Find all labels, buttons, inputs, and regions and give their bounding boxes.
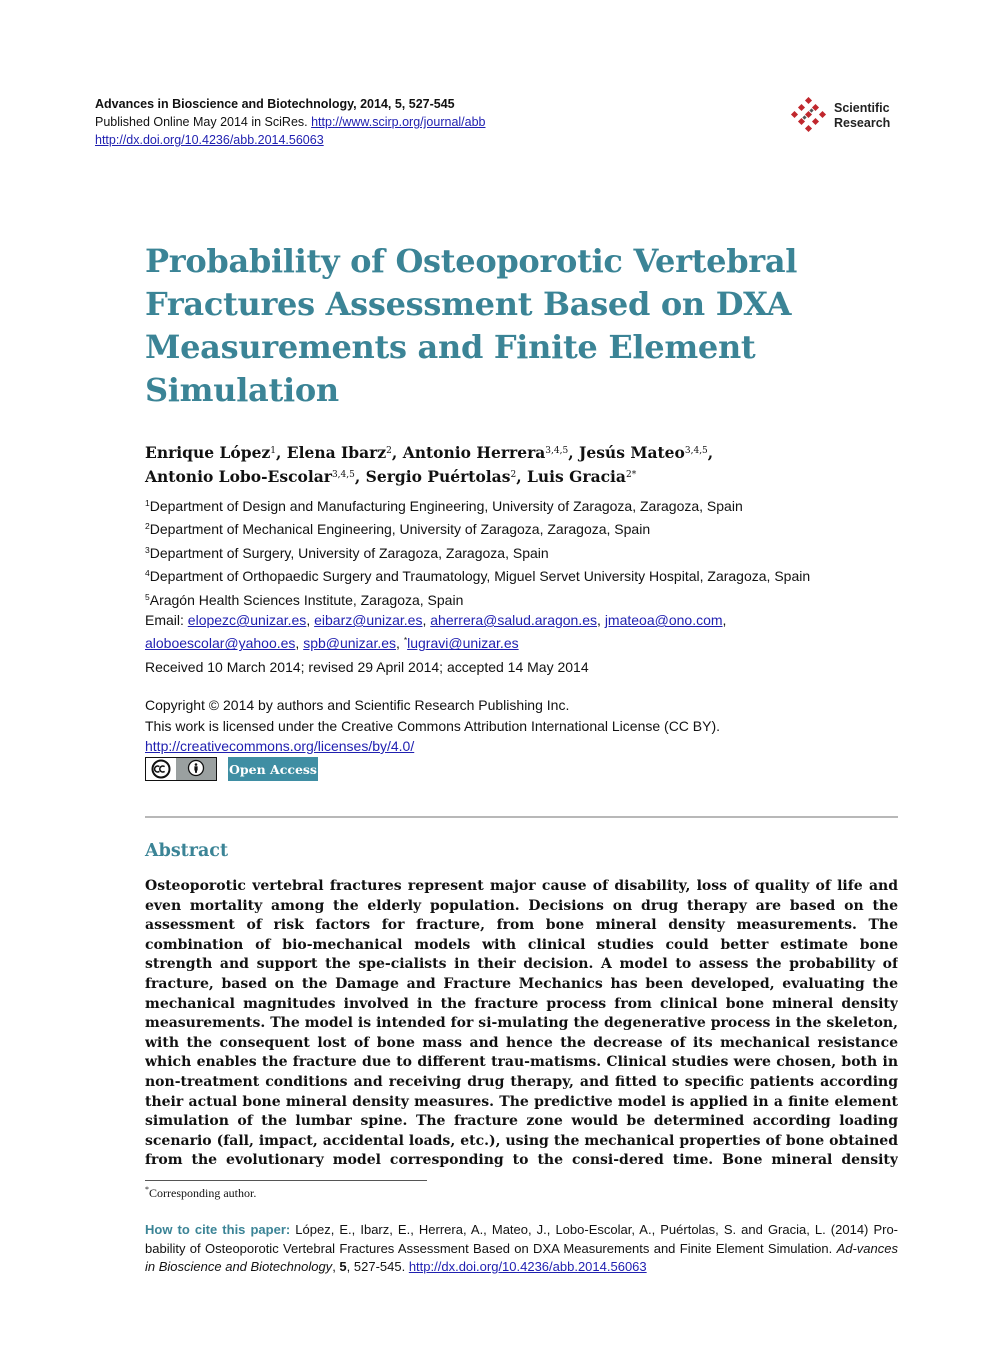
cite-authors: López, E., Ibarz, E., Herrera, A., Mateo, J., Lobo-Escolar, A., Puértolas, S. and Gracia, L. (2014) Pro-bability of Osteoporotic Vertebral Fractures Assessment Based on DXA Measurements and Finite Element Simulation.	[145, 1222, 899, 1256]
author-name: Elena Ibarz	[286, 443, 387, 462]
author-affil-mark: 3,4,5	[545, 446, 569, 456]
affiliation-text: Department of Mechanical Engineering, University of Zaragoza, Zaragoza, Spain	[149, 521, 651, 538]
email-link[interactable]: elopezc@unizar.es	[187, 612, 307, 629]
abstract-text: Osteoporotic vertebral fractures represent major cause of disability, loss of quality of life and even mortality among the elderly population. Decisions on drug therapy are based on the assessment of risk factors for fracture, from bone mineral density measurements. The combination of bio-mechanical models with clinical studies could better estimate bone strength and support the spe-cialists in their decision. A model to assess the probability of fracture, based on the Damage and Fracture Mechanics has been developed, evaluating the mechanical magnitudes involved in the fracture process from clinical bone mineral density measurements. The model is intended for si-mulating the degenerative process in the skeleton, with the consequent lost of bone mass and hence the decrease of its mechanical resistance which enables the fracture due to different trau-matisms. Clinical studies were chosen, both in non-treatment conditions and receiving drug therapy, and fitted to specific patients according their actual bone mineral density measures. The predictive model is applied in a finite element simulation of the lumbar spine. The fracture zone would be determined according loading scenario (fall, impact, accidental loads, etc.), using the mechanical properties of bone obtained from the evolutionary model corresponding to the consi-dered time. Bone mineral density	[145, 878, 898, 1169]
email-link[interactable]: jmateoa@ono.com	[604, 612, 723, 629]
author-name: Enrique López	[145, 443, 271, 462]
open-access-badge: Open Access	[228, 757, 318, 781]
footnote-rule	[145, 1180, 427, 1181]
email-line: Email: elopezc@unizar.es, eibarz@unizar.es, aherrera@salud.aragon.es, jmateoa@ono.com, aloboescolar@yahoo.es, spb@unizar.es, *lugravi@unizar.es	[145, 612, 727, 652]
journal-citation: Advances in Bioscience and Biotechnology, 2014, 5, 527-545	[95, 97, 455, 111]
email-link[interactable]: aherrera@salud.aragon.es	[430, 612, 598, 629]
author-affil-mark: 2	[510, 470, 517, 480]
cite-pages: , 527-545.	[346, 1259, 406, 1274]
author-affil-mark: 1	[270, 446, 276, 456]
journal-url-link[interactable]: http://www.scirp.org/journal/abb	[311, 115, 486, 129]
author-affil-mark: 2	[386, 446, 392, 456]
copyright-line: Copyright © 2014 by authors and Scientific Research Publishing Inc.	[145, 697, 570, 713]
affiliation	[145, 587, 905, 610]
corresponding-mark: *	[403, 635, 408, 646]
footnote-mark: *	[145, 1185, 149, 1194]
cite-label: How to cite this paper:	[145, 1222, 291, 1237]
footnote	[145, 1185, 256, 1201]
affiliation-number: 3	[145, 544, 150, 555]
author-name: Sergio Puértolas	[365, 467, 511, 486]
affiliation-number: 5	[145, 591, 150, 602]
author-affil-mark: 3,4,5	[331, 470, 355, 480]
how-to-cite: How to cite this paper: López, E., Ibarz, E., Herrera, A., Mateo, J., Lobo-Escolar, A., Puértolas, S. and Gracia, L. (2014) Pro-bability of Osteoporotic Vertebral Fractures Assessment Based on DXA Measurements and Finite Element Simulation. Ad-vances in Bioscience and Biotechnology, 5, 527-545. http://dx.doi.org/10.4236/abb.2014.56063	[145, 1222, 899, 1274]
logo-line2: Research	[834, 116, 891, 130]
affiliation-text: Department of Design and Manufacturing Engineering, University of Zaragoza, Zaragoza, Spain	[149, 498, 743, 514]
cite-volume: 5	[339, 1259, 347, 1274]
cc-by-icon[interactable]	[145, 757, 217, 781]
affiliation	[145, 493, 905, 516]
affiliation	[145, 540, 905, 563]
by-attribution-icon	[176, 758, 216, 780]
author-name: Luis Gracia	[526, 467, 626, 486]
email-link[interactable]: spb@unizar.es	[303, 635, 397, 652]
affiliation-text: Department of Surgery, University of Zaragoza, Zaragoza, Spain	[149, 544, 549, 561]
affiliations	[145, 493, 905, 654]
published-prefix: Published Online May 2014 in SciRes.	[95, 115, 308, 129]
cite-doi-link[interactable]: http://dx.doi.org/10.4236/abb.2014.56063	[408, 1259, 647, 1274]
cite-journal: Ad-vances in Bioscience and Biotechnology	[145, 1240, 898, 1274]
abstract-heading: Abstract	[145, 841, 229, 861]
affiliation-text: Department of Orthopaedic Surgery and Traumatology, Miguel Servet University Hospital, Zaragoza, Spain	[149, 568, 811, 585]
section-divider	[145, 816, 898, 818]
affiliation-number: 2	[145, 521, 150, 532]
author-name: Antonio Lobo-Escolar	[145, 467, 332, 486]
cc-logo-icon	[146, 758, 176, 780]
journal-header	[95, 95, 655, 149]
author-affil-mark: 2*	[625, 470, 637, 480]
logo-line1: Scientific	[834, 101, 890, 115]
email-link[interactable]: lugravi@unizar.es	[407, 635, 519, 652]
author-list: Enrique López$^1$, Elena Ibarz$^2$, Antonio Herrera$^{3,4,5}$, Jesús Mateo$^{3,4,5}$, Antonio Lobo-Escolar$^{3,4,5}$, Sergio Puértolas$^2$, Luis Gracia$^{2*}$	[145, 443, 714, 486]
affiliation-text: Aragón Health Sciences Institute, Zaragoza, Spain	[149, 591, 464, 608]
email-link[interactable]: aloboescolar@yahoo.es	[145, 635, 296, 652]
logo-text	[834, 101, 890, 131]
affiliation	[145, 563, 905, 586]
license-badges	[145, 757, 318, 781]
email-label: Email:	[145, 612, 184, 629]
author-name: Antonio Herrera	[402, 443, 546, 462]
license-link[interactable]: http://creativecommons.org/licenses/by/4.0/	[145, 738, 415, 754]
affiliation	[145, 516, 905, 539]
footnote-text: Corresponding author.	[149, 1186, 257, 1200]
email-link[interactable]: eibarz@unizar.es	[314, 612, 423, 629]
copyright-block	[145, 695, 905, 757]
affiliation-number: 4	[145, 568, 150, 579]
received-dates: Received 10 March 2014; revised 29 April 2014; accepted 14 May 2014	[145, 659, 589, 675]
scirp-logo-icon	[790, 97, 828, 135]
doi-line	[95, 131, 655, 149]
published-line	[95, 113, 655, 131]
scientific-research-logo	[790, 96, 920, 136]
author-affil-mark: 3,4,5	[684, 446, 708, 456]
author-name: Jesús Mateo	[579, 443, 685, 462]
doi-link[interactable]: http://dx.doi.org/10.4236/abb.2014.56063	[95, 133, 324, 147]
affiliation-number: 1	[145, 498, 150, 508]
paper-title: Probability of Osteoporotic Vertebral Fractures Assessment Based on DXA Measurements and Finite Element Simulation	[145, 242, 798, 409]
license-line: This work is licensed under the Creative Commons Attribution International License (CC BY).	[145, 717, 721, 734]
